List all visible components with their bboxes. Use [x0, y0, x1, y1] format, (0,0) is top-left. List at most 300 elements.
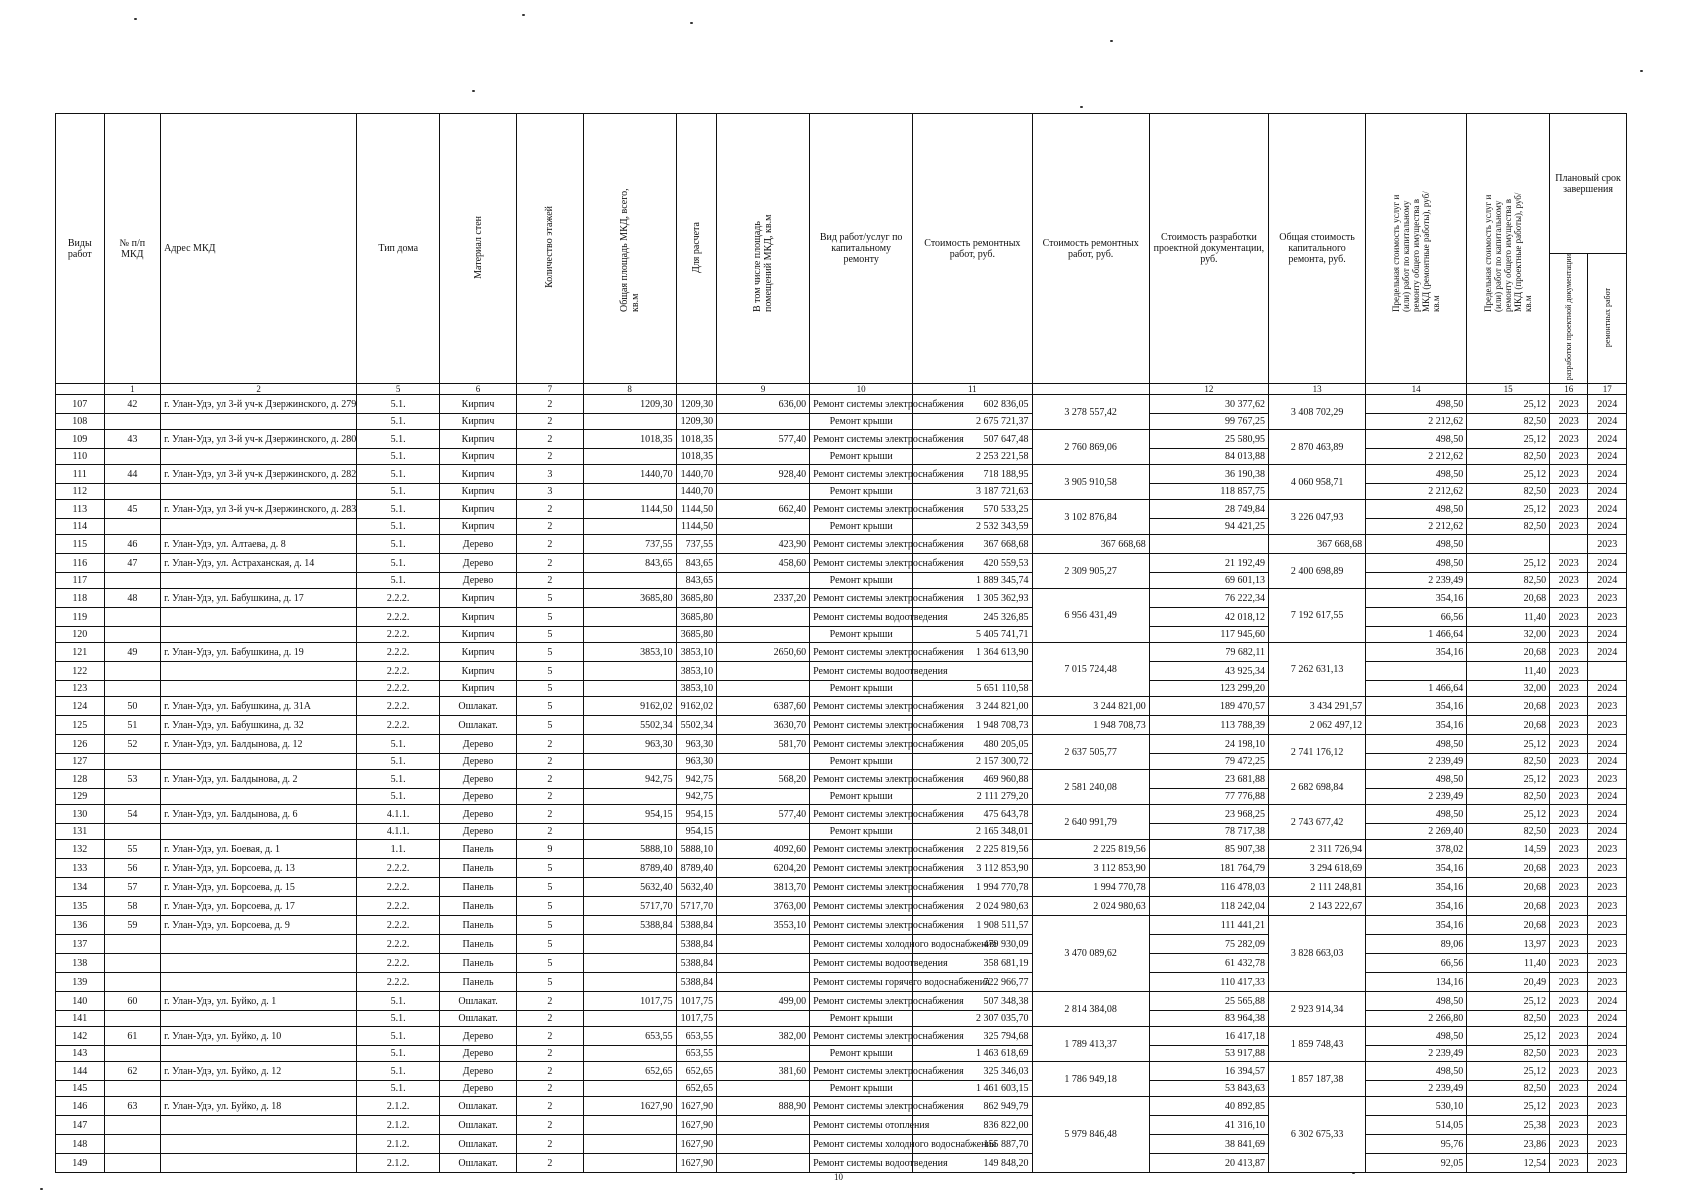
deadline-design: 2023 — [1550, 573, 1588, 589]
calc-area: 9162,02 — [676, 697, 716, 716]
calc-area: 1627,90 — [676, 1154, 716, 1173]
design-cost: 69 601,13 — [1149, 573, 1268, 589]
limit-cost-design: 20,68 — [1467, 859, 1550, 878]
address — [161, 1081, 357, 1097]
address: г. Улан-Удэ, ул. Буйко, д. 1 — [161, 992, 357, 1011]
total-area — [583, 1135, 676, 1154]
limit-cost-works: 498,50 — [1366, 465, 1467, 484]
work-type: Ремонт системы электроснабжения — [810, 430, 913, 449]
limit-cost-works: 498,50 — [1366, 735, 1467, 754]
row-number: 114 — [56, 519, 105, 535]
premises-area: 2337,20 — [717, 589, 810, 608]
column-number: 1 — [104, 384, 161, 395]
work-cost-total: 2 760 869,06 — [1032, 430, 1149, 465]
row-number: 125 — [56, 716, 105, 735]
floors: 3 — [516, 465, 583, 484]
floors: 2 — [516, 1081, 583, 1097]
deadline-design: 2023 — [1550, 1027, 1588, 1046]
address: г. Улан-Удэ, ул. Алтаева, д. 8 — [161, 535, 357, 554]
mkd-number — [104, 627, 161, 643]
mkd-number: 61 — [104, 1027, 161, 1046]
work-type: Ремонт системы электроснабжения — [810, 500, 913, 519]
house-type: 5.1. — [357, 1081, 440, 1097]
floors: 2 — [516, 1027, 583, 1046]
total-area — [583, 824, 676, 840]
wall-material: Панель — [440, 935, 517, 954]
limit-cost-design: 14,59 — [1467, 840, 1550, 859]
wall-material: Дерево — [440, 573, 517, 589]
total-cost: 2 111 248,81 — [1269, 878, 1366, 897]
house-type: 2.2.2. — [357, 878, 440, 897]
calc-area: 5717,70 — [676, 897, 716, 916]
design-cost: 21 192,49 — [1149, 554, 1268, 573]
total-cost: 1 857 187,38 — [1269, 1062, 1366, 1097]
premises-area: 423,90 — [717, 535, 810, 554]
total-area — [583, 681, 676, 697]
house-type: 2.2.2. — [357, 897, 440, 916]
table-row — [56, 992, 1627, 1011]
total-cost: 7 262 631,13 — [1269, 643, 1366, 697]
limit-cost-works: 498,50 — [1366, 430, 1467, 449]
calc-area: 8789,40 — [676, 859, 716, 878]
work-cost: 1 463 618,69 — [913, 1046, 1032, 1062]
deadline-design: 2023 — [1550, 484, 1588, 500]
address — [161, 973, 357, 992]
deadline-design: 2023 — [1550, 1135, 1588, 1154]
premises-area: 3553,10 — [717, 916, 810, 935]
work-cost: 3 112 853,90 — [913, 859, 1032, 878]
mkd-number — [104, 1135, 161, 1154]
work-type: Ремонт системы водоотведения — [810, 1154, 913, 1173]
premises-area: 577,40 — [717, 805, 810, 824]
deadline-design: 2023 — [1550, 465, 1588, 484]
mkd-number: 60 — [104, 992, 161, 1011]
deadline-works: 2024 — [1588, 681, 1627, 697]
work-cost: 1 364 613,90 — [913, 643, 1032, 662]
floors: 2 — [516, 554, 583, 573]
limit-cost-design: 25,12 — [1467, 735, 1550, 754]
wall-material: Кирпич — [440, 608, 517, 627]
limit-cost-works: 354,16 — [1366, 716, 1467, 735]
address: г. Улан-Удэ, ул. Бабушкина, д. 19 — [161, 643, 357, 662]
total-area — [583, 1154, 676, 1173]
total-cost: 1 859 748,43 — [1269, 1027, 1366, 1062]
total-area — [583, 519, 676, 535]
deadline-works: 2024 — [1588, 395, 1627, 414]
deadline-design: 2023 — [1550, 681, 1588, 697]
premises-area: 636,00 — [717, 395, 810, 414]
design-cost: 53 843,63 — [1149, 1081, 1268, 1097]
table-row — [56, 449, 1627, 465]
deadline-works: 2023 — [1588, 859, 1627, 878]
address — [161, 627, 357, 643]
wall-material: Панель — [440, 916, 517, 935]
limit-cost-design: 20,68 — [1467, 897, 1550, 916]
total-area: 5388,84 — [583, 916, 676, 935]
mkd-number — [104, 519, 161, 535]
limit-cost-works: 2 212,62 — [1366, 484, 1467, 500]
premises-area: 2650,60 — [717, 643, 810, 662]
address: г. Улан-Удэ, ул 3-й уч-к Дзержинского, д. 280 — [161, 430, 357, 449]
deadline-design: 2023 — [1550, 805, 1588, 824]
floors: 5 — [516, 608, 583, 627]
mkd-number: 43 — [104, 430, 161, 449]
column-number — [1032, 384, 1149, 395]
total-area: 1018,35 — [583, 430, 676, 449]
work-cost: 1 461 603,15 — [913, 1081, 1032, 1097]
row-number: 107 — [56, 395, 105, 414]
design-cost: 189 470,57 — [1149, 697, 1268, 716]
total-area — [583, 662, 676, 681]
calc-area: 1144,50 — [676, 500, 716, 519]
house-type: 2.2.2. — [357, 627, 440, 643]
total-area: 653,55 — [583, 1027, 676, 1046]
limit-cost-works: 354,16 — [1366, 643, 1467, 662]
work-cost-total: 3 905 910,58 — [1032, 465, 1149, 500]
scan-speck — [40, 1188, 43, 1190]
limit-cost-design: 25,12 — [1467, 1062, 1550, 1081]
deadline-works: 2024 — [1588, 1027, 1627, 1046]
address — [161, 1135, 357, 1154]
address: г. Улан-Удэ, ул. Бабушкина, д. 32 — [161, 716, 357, 735]
premises-area — [717, 935, 810, 954]
total-cost: 2 400 698,89 — [1269, 554, 1366, 589]
calc-area: 1018,35 — [676, 430, 716, 449]
mkd-number: 44 — [104, 465, 161, 484]
design-cost: 84 013,88 — [1149, 449, 1268, 465]
deadline-design: 2023 — [1550, 1097, 1588, 1116]
floors: 2 — [516, 824, 583, 840]
work-cost-total: 2 640 991,79 — [1032, 805, 1149, 840]
premises-area — [717, 519, 810, 535]
limit-cost-design: 20,68 — [1467, 697, 1550, 716]
limit-cost-works: 89,06 — [1366, 935, 1467, 954]
work-cost: 2 225 819,56 — [913, 840, 1032, 859]
design-cost: 110 417,33 — [1149, 973, 1268, 992]
calc-area: 3685,80 — [676, 589, 716, 608]
table-row — [56, 1097, 1627, 1116]
row-number: 128 — [56, 770, 105, 789]
limit-cost-design: 82,50 — [1467, 414, 1550, 430]
design-cost: 53 917,88 — [1149, 1046, 1268, 1062]
house-type: 2.2.2. — [357, 935, 440, 954]
address: г. Улан-Удэ, ул. Буйко, д. 18 — [161, 1097, 357, 1116]
calc-area: 3685,80 — [676, 608, 716, 627]
limit-cost-design: 82,50 — [1467, 824, 1550, 840]
floors: 2 — [516, 573, 583, 589]
work-cost: 475 643,78 — [913, 805, 1032, 824]
limit-cost-works: 2 266,80 — [1366, 1011, 1467, 1027]
limit-cost-design: 25,12 — [1467, 554, 1550, 573]
row-number: 142 — [56, 1027, 105, 1046]
address: г. Улан-Удэ, ул. Борсоева, д. 13 — [161, 859, 357, 878]
work-type: Ремонт крыши — [810, 573, 913, 589]
wall-material: Панель — [440, 878, 517, 897]
column-number: 16 — [1550, 384, 1588, 395]
mkd-number — [104, 954, 161, 973]
limit-cost-works: 2 212,62 — [1366, 449, 1467, 465]
limit-cost-design — [1467, 535, 1550, 554]
table-row — [56, 735, 1627, 754]
deadline-works: 2024 — [1588, 735, 1627, 754]
house-type: 5.1. — [357, 395, 440, 414]
work-cost: 480 205,05 — [913, 735, 1032, 754]
limit-cost-design: 82,50 — [1467, 1046, 1550, 1062]
wall-material: Кирпич — [440, 519, 517, 535]
total-cost: 4 060 958,71 — [1269, 465, 1366, 500]
premises-area — [717, 754, 810, 770]
total-area — [583, 1011, 676, 1027]
mkd-number: 51 — [104, 716, 161, 735]
deadline-design: 2023 — [1550, 973, 1588, 992]
floors: 5 — [516, 973, 583, 992]
total-area: 5717,70 — [583, 897, 676, 916]
total-cost: 3 294 618,69 — [1269, 859, 1366, 878]
total-area — [583, 573, 676, 589]
table-row — [56, 840, 1627, 859]
wall-material: Дерево — [440, 1062, 517, 1081]
header-plan-srok: Плановый срок завершения — [1550, 114, 1627, 254]
floors: 5 — [516, 662, 583, 681]
address — [161, 519, 357, 535]
header-stoimost-rabot: Стоимость ремонтных работ, руб. — [913, 114, 1032, 384]
table-row — [56, 465, 1627, 484]
design-cost: 99 767,25 — [1149, 414, 1268, 430]
deadline-works: 2023 — [1588, 716, 1627, 735]
total-area: 1209,30 — [583, 395, 676, 414]
work-cost-total: 3 278 557,42 — [1032, 395, 1149, 430]
work-type: Ремонт крыши — [810, 484, 913, 500]
floors: 2 — [516, 449, 583, 465]
column-number: 7 — [516, 384, 583, 395]
total-area — [583, 1081, 676, 1097]
deadline-design: 2023 — [1550, 500, 1588, 519]
deadline-works: 2023 — [1588, 1154, 1627, 1173]
calc-area: 1017,75 — [676, 992, 716, 1011]
column-number: 10 — [810, 384, 913, 395]
calc-area: 843,65 — [676, 554, 716, 573]
total-cost: 2 682 698,84 — [1269, 770, 1366, 805]
calc-area: 1627,90 — [676, 1097, 716, 1116]
row-number: 133 — [56, 859, 105, 878]
address — [161, 681, 357, 697]
total-cost: 3 828 663,03 — [1269, 916, 1366, 992]
column-number: 11 — [913, 384, 1032, 395]
total-area: 652,65 — [583, 1062, 676, 1081]
floors: 2 — [516, 1097, 583, 1116]
floors: 2 — [516, 414, 583, 430]
limit-cost-design: 25,38 — [1467, 1116, 1550, 1135]
design-cost: 118 857,75 — [1149, 484, 1268, 500]
limit-cost-works: 2 212,62 — [1366, 414, 1467, 430]
calc-area: 5388,84 — [676, 935, 716, 954]
total-cost: 2 311 726,94 — [1269, 840, 1366, 859]
total-area — [583, 608, 676, 627]
calc-area: 1144,50 — [676, 519, 716, 535]
deadline-works: 2024 — [1588, 430, 1627, 449]
work-cost: 469 960,88 — [913, 770, 1032, 789]
work-type: Ремонт системы электроснабжения — [810, 992, 913, 1011]
address: г. Улан-Удэ, ул 3-й уч-к Дзержинского, д. 282 — [161, 465, 357, 484]
total-area — [583, 449, 676, 465]
table-row — [56, 935, 1627, 954]
work-cost: 367 668,68 — [913, 535, 1032, 554]
work-cost-total: 2 024 980,63 — [1032, 897, 1149, 916]
wall-material: Ошлакат. — [440, 992, 517, 1011]
calc-area: 1440,70 — [676, 484, 716, 500]
house-type: 5.1. — [357, 430, 440, 449]
calc-area: 1627,90 — [676, 1116, 716, 1135]
deadline-design: 2023 — [1550, 1011, 1588, 1027]
limit-cost-works: 2 239,49 — [1366, 1046, 1467, 1062]
floors: 5 — [516, 916, 583, 935]
wall-material: Кирпич — [440, 484, 517, 500]
mkd-number: 58 — [104, 897, 161, 916]
work-cost: 718 188,95 — [913, 465, 1032, 484]
work-type: Ремонт системы электроснабжения — [810, 589, 913, 608]
address — [161, 954, 357, 973]
house-type: 5.1. — [357, 449, 440, 465]
scan-speck — [690, 22, 693, 24]
work-cost: 2 024 980,63 — [913, 897, 1032, 916]
table-row — [56, 414, 1627, 430]
premises-area — [717, 1081, 810, 1097]
house-type: 5.1. — [357, 519, 440, 535]
total-cost: 3 408 702,29 — [1269, 395, 1366, 430]
work-type: Ремонт системы водоотведения — [810, 662, 913, 681]
premises-area — [717, 608, 810, 627]
row-number: 118 — [56, 589, 105, 608]
row-number: 113 — [56, 500, 105, 519]
wall-material: Ошлакат. — [440, 1097, 517, 1116]
work-type: Ремонт крыши — [810, 681, 913, 697]
row-number: 130 — [56, 805, 105, 824]
work-cost: 325 794,68 — [913, 1027, 1032, 1046]
calc-area: 5388,84 — [676, 916, 716, 935]
mkd-number — [104, 1011, 161, 1027]
work-type: Ремонт системы электроснабжения — [810, 805, 913, 824]
design-cost: 42 018,12 — [1149, 608, 1268, 627]
design-cost: 16 417,18 — [1149, 1027, 1268, 1046]
mkd-number — [104, 414, 161, 430]
house-type: 2.2.2. — [357, 697, 440, 716]
row-number: 139 — [56, 973, 105, 992]
table-row — [56, 754, 1627, 770]
total-area: 1017,75 — [583, 992, 676, 1011]
limit-cost-design: 11,40 — [1467, 662, 1550, 681]
address: г. Улан-Удэ, ул. Балдынова, д. 6 — [161, 805, 357, 824]
work-cost-total: 7 015 724,48 — [1032, 643, 1149, 697]
work-cost-total: 1 786 949,18 — [1032, 1062, 1149, 1097]
limit-cost-design: 11,40 — [1467, 954, 1550, 973]
address: г. Улан-Удэ, ул. Бабушкина, д. 31А — [161, 697, 357, 716]
design-cost: 61 432,78 — [1149, 954, 1268, 973]
work-cost-total: 2 581 240,08 — [1032, 770, 1149, 805]
row-number: 131 — [56, 824, 105, 840]
address — [161, 414, 357, 430]
premises-area — [717, 973, 810, 992]
limit-cost-works: 498,50 — [1366, 1062, 1467, 1081]
work-cost: 5 405 741,71 — [913, 627, 1032, 643]
column-number: 2 — [161, 384, 357, 395]
row-number: 126 — [56, 735, 105, 754]
work-type: Ремонт системы электроснабжения — [810, 859, 913, 878]
wall-material: Панель — [440, 973, 517, 992]
work-cost: 2 165 348,01 — [913, 824, 1032, 840]
premises-area — [717, 824, 810, 840]
floors: 2 — [516, 535, 583, 554]
design-cost: 41 316,10 — [1149, 1116, 1268, 1135]
house-type: 2.1.2. — [357, 1097, 440, 1116]
wall-material: Ошлакат. — [440, 697, 517, 716]
deadline-works: 2024 — [1588, 754, 1627, 770]
wall-material: Дерево — [440, 1046, 517, 1062]
wall-material: Дерево — [440, 535, 517, 554]
calc-area: 737,55 — [676, 535, 716, 554]
limit-cost-design: 20,68 — [1467, 716, 1550, 735]
column-number: 17 — [1588, 384, 1627, 395]
work-cost: 3 187 721,63 — [913, 484, 1032, 500]
total-cost: 3 226 047,93 — [1269, 500, 1366, 535]
total-area: 954,15 — [583, 805, 676, 824]
row-number: 149 — [56, 1154, 105, 1173]
floors: 2 — [516, 500, 583, 519]
limit-cost-works: 354,16 — [1366, 589, 1467, 608]
mkd-number: 63 — [104, 1097, 161, 1116]
work-type: Ремонт системы холодного водоснабжения — [810, 1135, 913, 1154]
deadline-works: 2024 — [1588, 824, 1627, 840]
limit-cost-design: 82,50 — [1467, 1081, 1550, 1097]
total-cost: 2 062 497,12 — [1269, 716, 1366, 735]
wall-material: Кирпич — [440, 449, 517, 465]
premises-area — [717, 573, 810, 589]
limit-cost-design: 20,49 — [1467, 973, 1550, 992]
table-row — [56, 1027, 1627, 1046]
premises-area: 6204,20 — [717, 859, 810, 878]
design-cost: 111 441,21 — [1149, 916, 1268, 935]
design-cost: 38 841,69 — [1149, 1135, 1268, 1154]
row-number: 120 — [56, 627, 105, 643]
limit-cost-works: 354,16 — [1366, 897, 1467, 916]
deadline-works: 2024 — [1588, 484, 1627, 500]
house-type: 2.2.2. — [357, 589, 440, 608]
deadline-design: 2023 — [1550, 754, 1588, 770]
table-row — [56, 1154, 1627, 1173]
work-type: Ремонт системы электроснабжения — [810, 735, 913, 754]
mkd-number — [104, 449, 161, 465]
table-row — [56, 859, 1627, 878]
address — [161, 608, 357, 627]
total-cost: 2 741 176,12 — [1269, 735, 1366, 770]
limit-cost-works: 134,16 — [1366, 973, 1467, 992]
deadline-works: 2023 — [1588, 1062, 1627, 1081]
limit-cost-works: 66,56 — [1366, 608, 1467, 627]
column-number-row — [56, 384, 1627, 395]
limit-cost-design: 25,12 — [1467, 992, 1550, 1011]
work-type: Ремонт системы электроснабжения — [810, 643, 913, 662]
calc-area: 1209,30 — [676, 414, 716, 430]
row-number: 111 — [56, 465, 105, 484]
column-number — [676, 384, 716, 395]
work-type: Ремонт крыши — [810, 1046, 913, 1062]
deadline-design: 2023 — [1550, 662, 1588, 681]
limit-cost-design: 82,50 — [1467, 573, 1550, 589]
premises-area: 3763,00 — [717, 897, 810, 916]
design-cost: 116 478,03 — [1149, 878, 1268, 897]
house-type: 5.1. — [357, 735, 440, 754]
row-number: 145 — [56, 1081, 105, 1097]
house-type: 2.2.2. — [357, 954, 440, 973]
